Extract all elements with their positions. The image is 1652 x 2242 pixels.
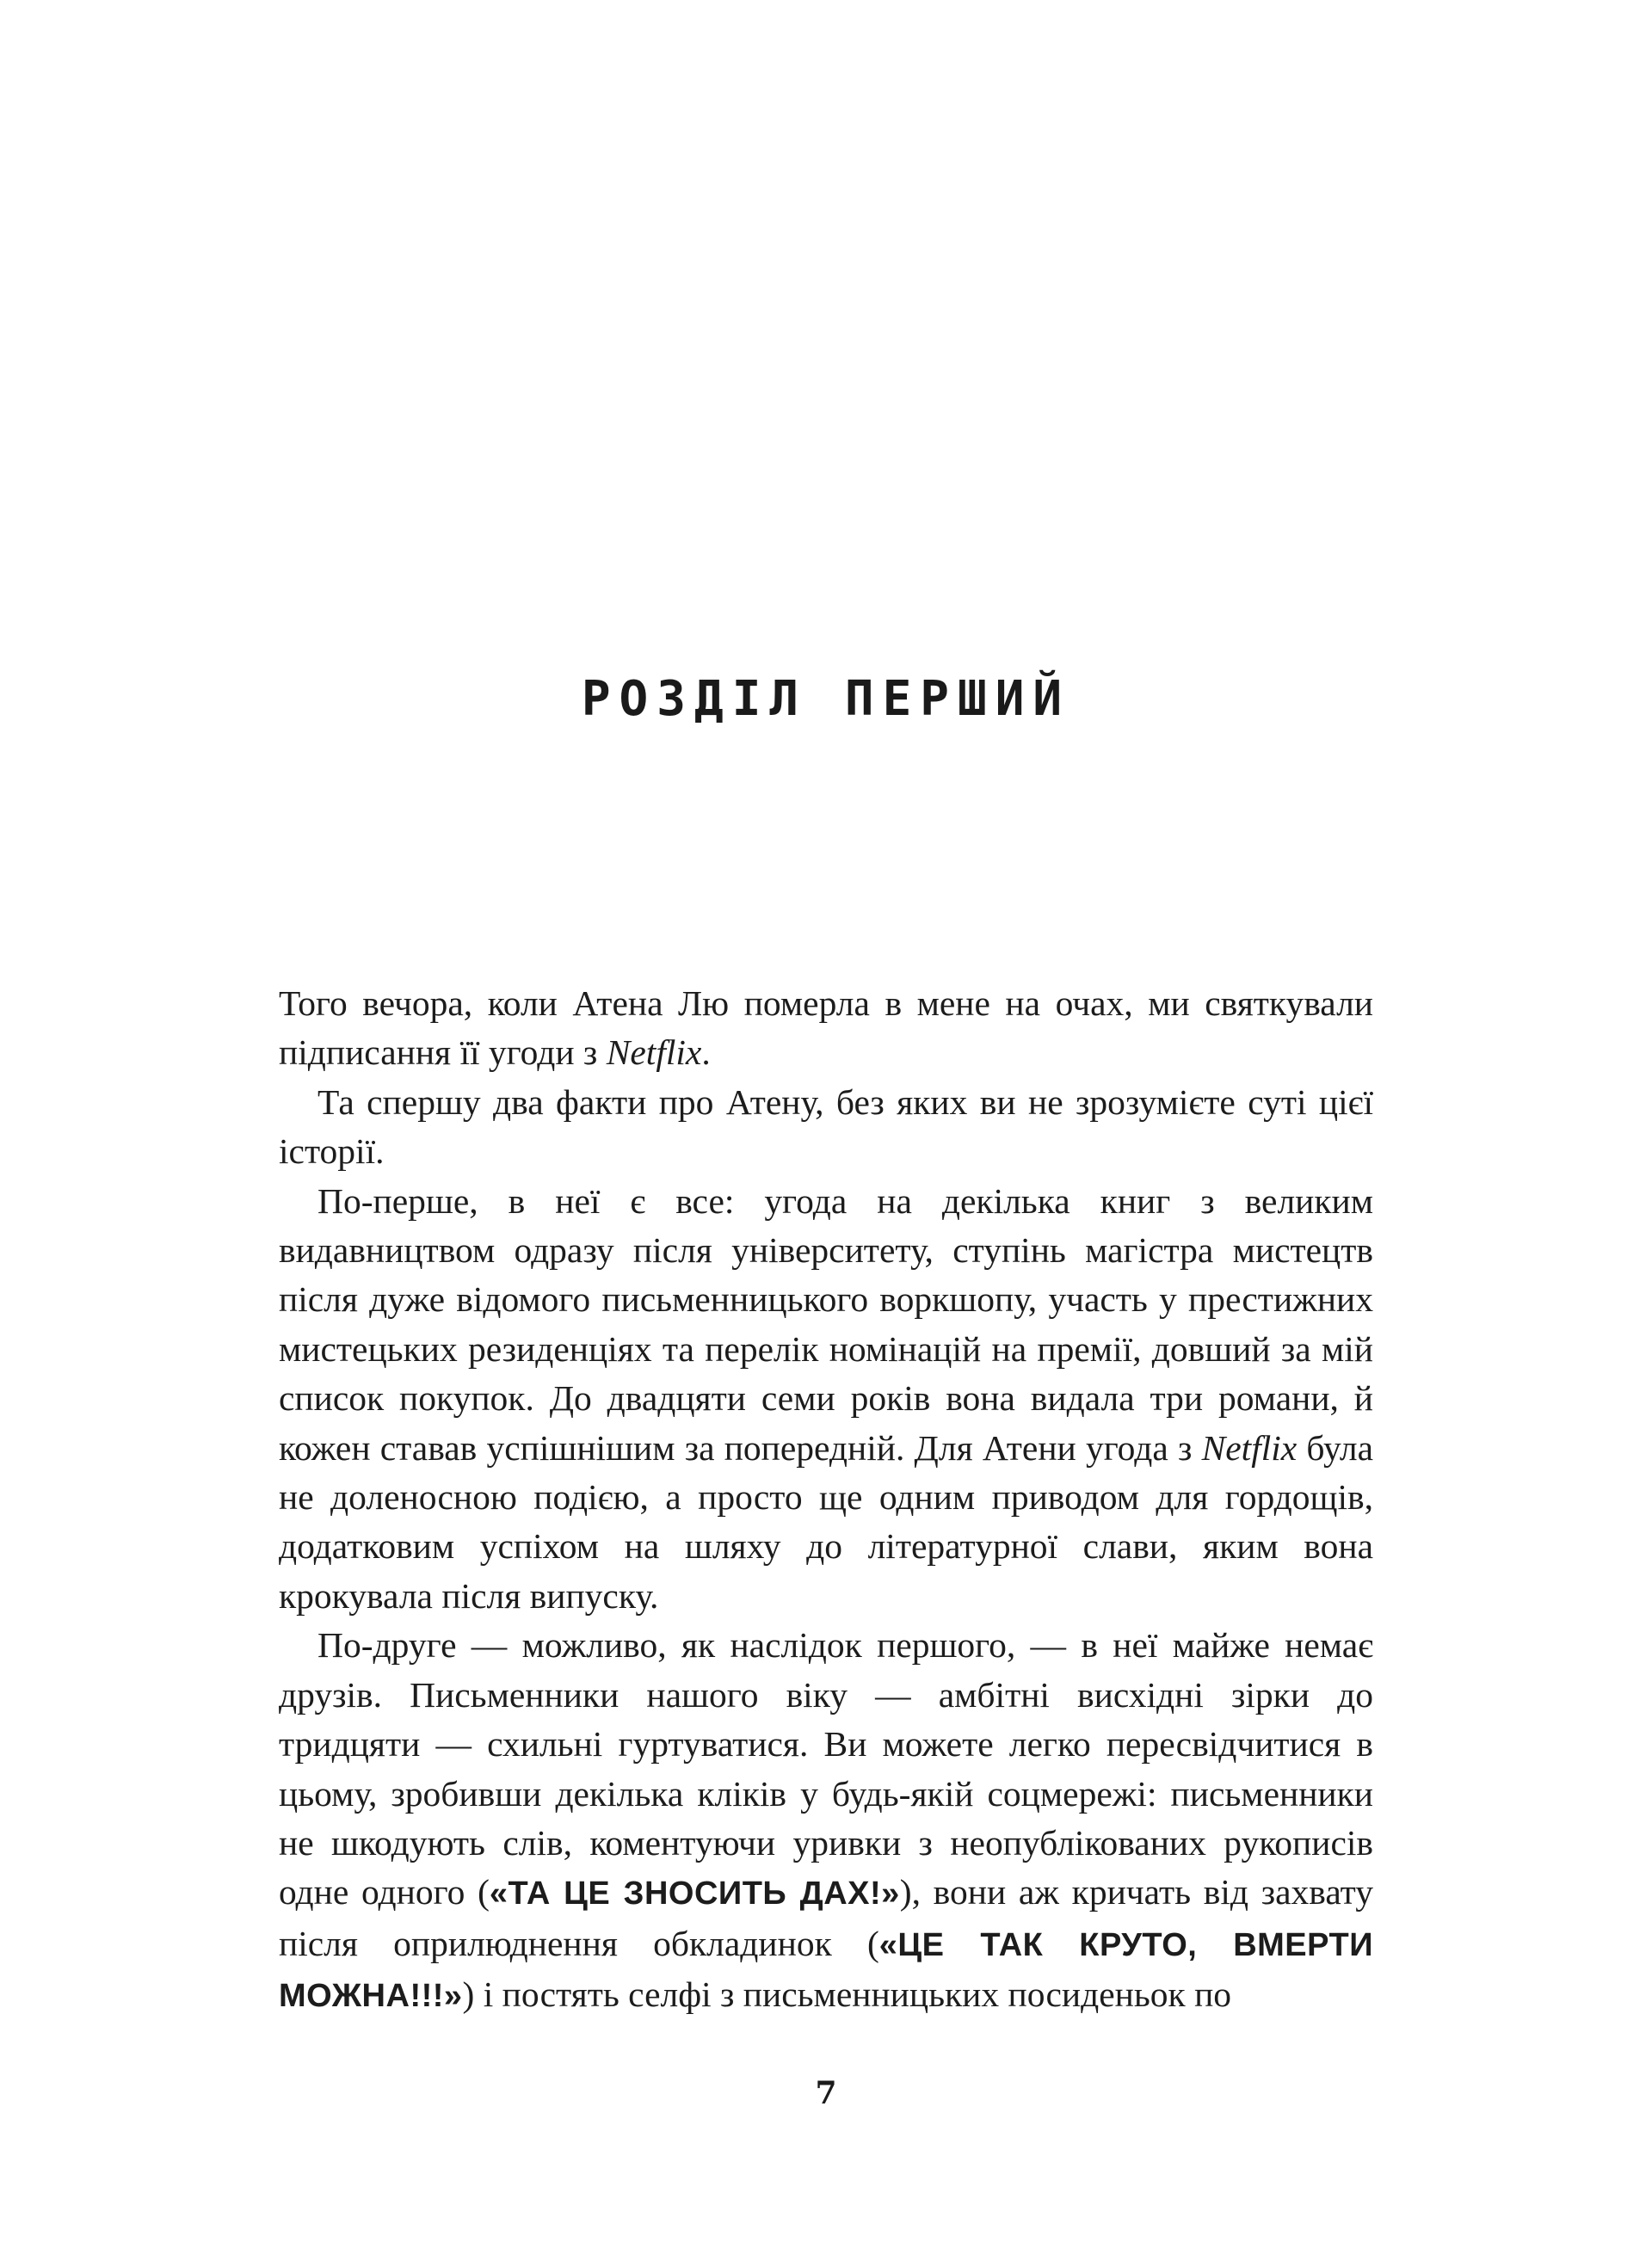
shouted-quote-1: «ТА ЦЕ ЗНОСИТЬ ДАХ!» xyxy=(489,1876,900,1912)
paragraph-3-text-b: була не доленосною подією, а просто ще одним приводом для гордощів, додатковим успіхом на шляху до літературної слави, яким вона крокувала після випуску. xyxy=(279,1427,1374,1616)
paragraph-4-text-a: По-друге — можливо, як наслідок першого, — в неї майже немає друзів. Письменники нашого віку — амбітні висхідні зірки до тридцяти — схильні гуртуватися. Ви можете легко пересвідчитися в цьому, зробивши декілька кліків у будь-якій соцмережі: письменники не шкодують слів, коментуючи уривки з неопублікованих рукописів одне одного ( xyxy=(279,1625,1373,1912)
netflix-italic: Netflix xyxy=(606,1032,702,1073)
page-number: 7 xyxy=(815,2075,837,2111)
shouted-quote-2: «ЦЕ ТАК КРУТО, ВМЕРТИ МОЖНА!!!» xyxy=(279,1926,1374,2015)
paragraph-2: Та спершу два факти про Атену, без яких ви не зрозумієте суті цієї історії. xyxy=(279,1081,1373,1172)
paragraph-1 xyxy=(279,979,1373,1078)
paragraph-4-text-b: ), вони аж кричать від захвату після оприлюднення обкладинок ( xyxy=(279,1872,1373,1963)
paragraph-4 xyxy=(279,1621,1373,2021)
paragraph-3 xyxy=(279,1177,1373,1622)
paragraph-3-text-a: По-перше, в неї є все: угода на декілька книг з великим видавництвом одразу після університету, ступінь магістра мистецтв після дуже відомого письменницького воркшопу, участь у престижних мистецьких резиденціях та перелік номінацій на премії, довший за мій список покупок. До двадцяти семи років вона видала три романи, й кожен ставав успішнішим за попередній. Для Атени угода з xyxy=(279,1180,1373,1468)
netflix-italic: Netflix xyxy=(1201,1427,1298,1468)
paragraph-1-text-a: Того вечора, коли Атена Лю померла в мене на очах, ми святкували підписання її угоди з xyxy=(279,983,1373,1073)
chapter-body xyxy=(279,979,1373,2022)
chapter-title: РОЗДІЛ ПЕРШИЙ xyxy=(581,671,1071,727)
paragraph-4-text-c: ) і постять селфі з письменницьких посиденьок по xyxy=(462,1974,1232,2015)
paragraph-1-text-b: . xyxy=(701,1032,711,1073)
